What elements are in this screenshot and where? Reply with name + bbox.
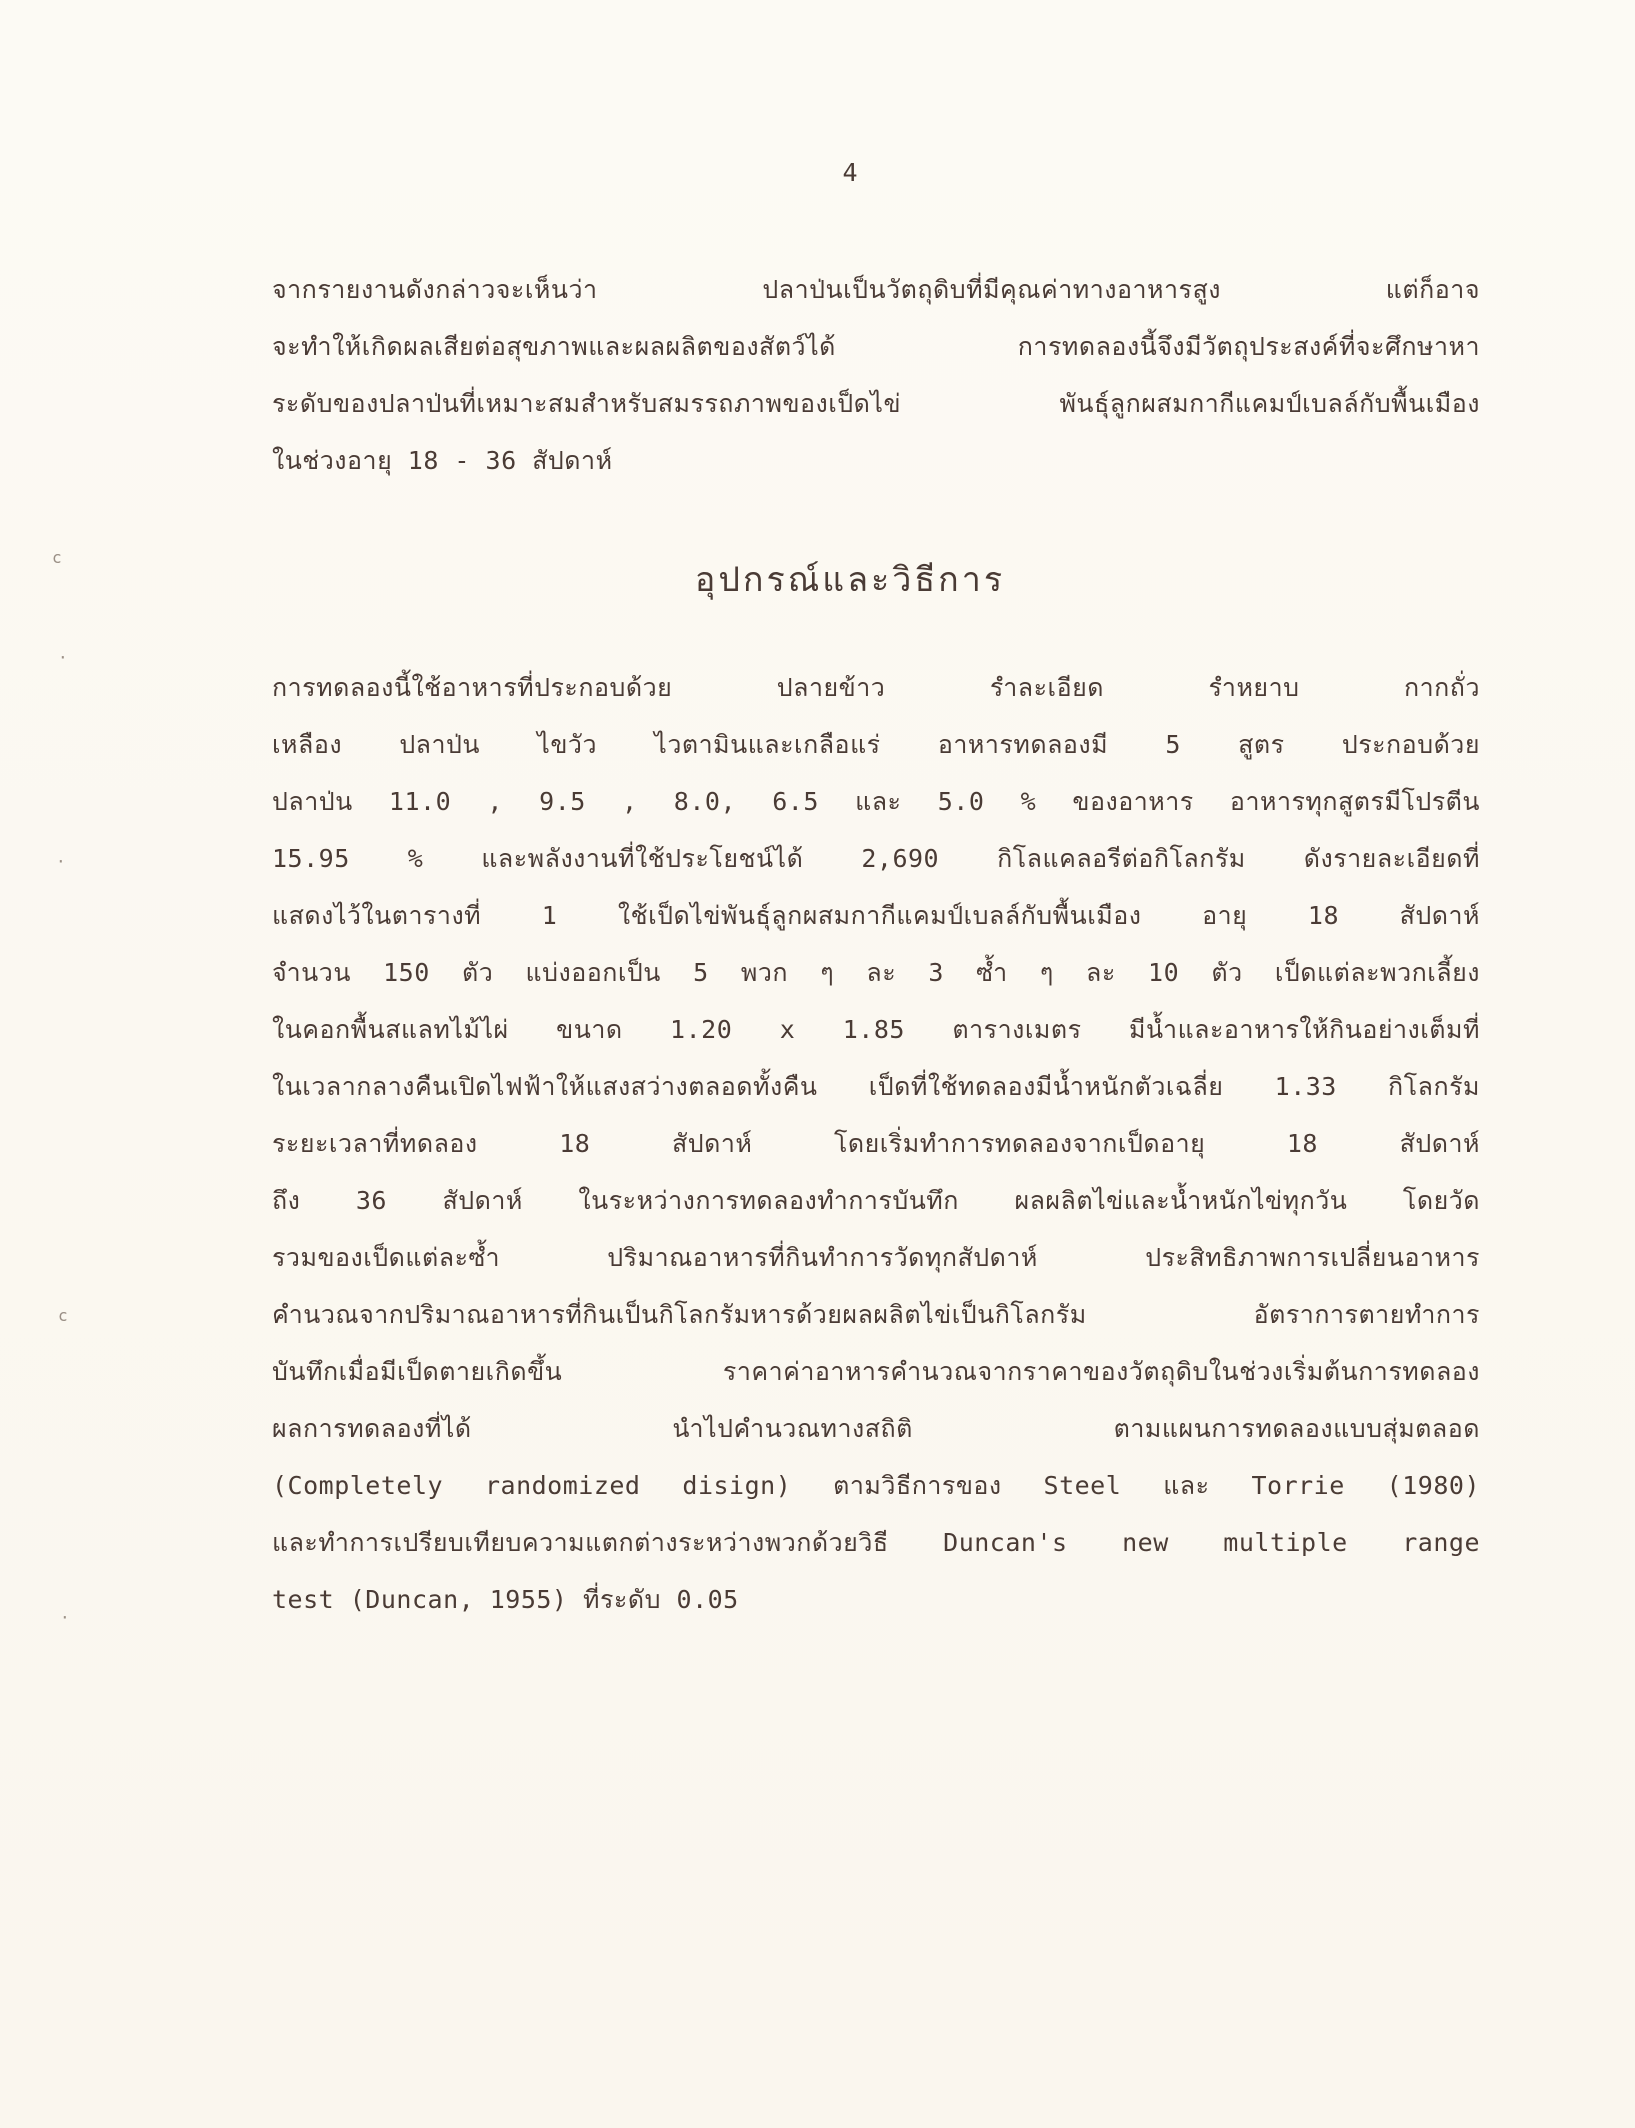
scan-speck: c bbox=[52, 548, 62, 567]
intro-line: จะทำให้เกิดผลเสียต่อสุขภาพและผลผลิตของสัตว์ได้ การทดลองนี้จึงมีวัตถุประสงค์ที่จะศึกษาหา bbox=[272, 332, 1480, 361]
scan-speck: · bbox=[58, 648, 68, 667]
body-line: บันทึกเมื่อมีเป็ดตายเกิดขึ้น ราคาค่าอาหารคำนวณจากราคาของวัตถุดิบในช่วงเริ่มต้นการทดลอง bbox=[272, 1357, 1480, 1386]
body-line: ในคอกพื้นสแลทไม้ไผ่ ขนาด 1.20 x 1.85 ตารางเมตร มีน้ำและอาหารให้กินอย่างเต็มที่ bbox=[272, 1015, 1480, 1044]
intro-line: จากรายงานดังกล่าวจะเห็นว่า ปลาป่นเป็นวัตถุดิบที่มีคุณค่าทางอาหารสูง แต่ก็อาจ bbox=[272, 275, 1480, 304]
body-line: ผลการทดลองที่ได้ นำไปคำนวณทางสถิติ ตามแผนการทดลองแบบสุ่มตลอด bbox=[272, 1414, 1480, 1443]
intro-line: ในช่วงอายุ 18 - 36 สัปดาห์ bbox=[272, 446, 613, 475]
scan-speck: · bbox=[56, 852, 66, 871]
scan-speck: c bbox=[58, 1306, 68, 1325]
body-line: test (Duncan, 1955) ที่ระดับ 0.05 bbox=[272, 1585, 739, 1614]
body-line: ปลาป่น 11.0 , 9.5 , 8.0, 6.5 และ 5.0 % ของอาหาร อาหารทุกสูตรมีโปรตีน bbox=[272, 787, 1480, 816]
body-line: การทดลองนี้ใช้อาหารที่ประกอบด้วย ปลายข้าว รำละเอียด รำหยาบ กากถั่ว bbox=[272, 673, 1480, 702]
page-number: 4 bbox=[842, 158, 858, 187]
body-line: ถึง 36 สัปดาห์ ในระหว่างการทดลองทำการบันทึก ผลผลิตไข่และน้ำหนักไข่ทุกวัน โดยวัด bbox=[272, 1186, 1480, 1215]
body-line: แสดงไว้ในตารางที่ 1 ใช้เป็ดไข่พันธุ์ลูกผสมกากีแคมป์เบลล์กับพื้นเมือง อายุ 18 สัปดาห์ bbox=[272, 901, 1480, 930]
scan-speck: · bbox=[60, 1608, 70, 1627]
body-line: และทำการเปรียบเทียบความแตกต่างระหว่างพวกด้วยวิธี Duncan's new multiple range bbox=[272, 1528, 1480, 1557]
intro-line: ระดับของปลาป่นที่เหมาะสมสำหรับสมรรถภาพของเป็ดไข่ พันธุ์ลูกผสมกากีแคมป์เบลล์กับพื้นเมือง bbox=[272, 389, 1480, 418]
body-line: รวมของเป็ดแต่ละซ้ำ ปริมาณอาหารที่กินทำการวัดทุกสัปดาห์ ประสิทธิภาพการเปลี่ยนอาหาร bbox=[272, 1243, 1480, 1272]
body-line: (Completely randomized disign) ตามวิธีการของ Steel และ Torrie (1980) bbox=[272, 1471, 1480, 1500]
section-heading: อุปกรณ์และวิธีการ bbox=[694, 560, 1006, 600]
body-line: คำนวณจากปริมาณอาหารที่กินเป็นกิโลกรัมหารด้วยผลผลิตไข่เป็นกิโลกรัม อัตราการตายทำการ bbox=[272, 1300, 1480, 1329]
body-line: ระยะเวลาที่ทดลอง 18 สัปดาห์ โดยเริ่มทำการทดลองจากเป็ดอายุ 18 สัปดาห์ bbox=[272, 1129, 1480, 1158]
body-line: 15.95 % และพลังงานที่ใช้ประโยชน์ได้ 2,690 กิโลแคลอรีต่อกิโลกรัม ดังรายละเอียดที่ bbox=[272, 844, 1480, 873]
body-line: ในเวลากลางคืนเปิดไฟฟ้าให้แสงสว่างตลอดทั้งคืน เป็ดที่ใช้ทดลองมีน้ำหนักตัวเฉลี่ย 1.33 กิโลกรัม bbox=[272, 1072, 1480, 1101]
body-line: เหลือง ปลาป่น ไขวัว ไวตามินและเกลือแร่ อาหารทดลองมี 5 สูตร ประกอบด้วย bbox=[272, 730, 1480, 759]
body-line: จำนวน 150 ตัว แบ่งออกเป็น 5 พวก ๆ ละ 3 ซ้ำ ๆ ละ 10 ตัว เป็ดแต่ละพวกเลี้ยง bbox=[272, 958, 1480, 987]
